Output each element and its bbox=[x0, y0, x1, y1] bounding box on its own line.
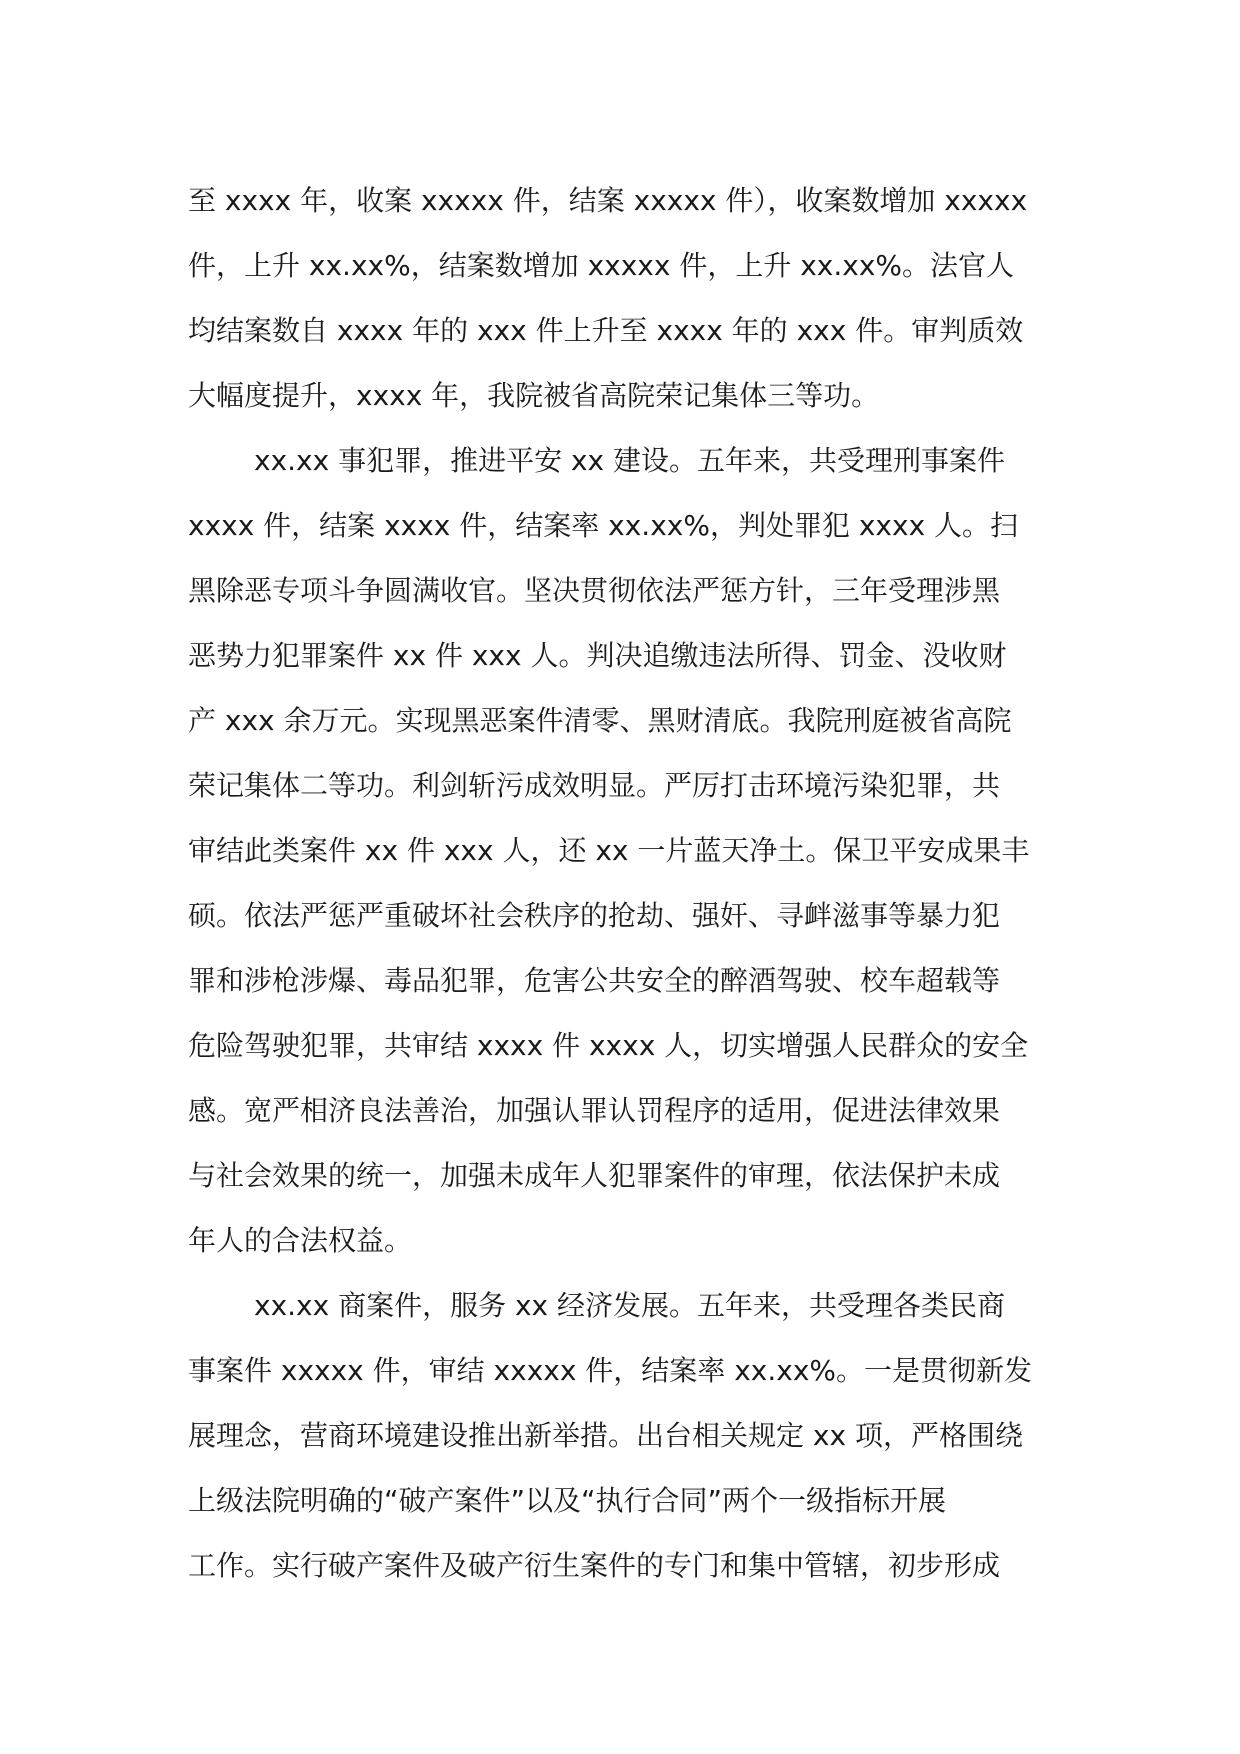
paragraph-2-line-2: xxxx 件，结案 xxxx 件，结案率 xx.xx%，判处罪犯 xxxx 人。扫 bbox=[188, 509, 1019, 542]
paragraph-2-line-13: 年人的合法权益。 bbox=[188, 1224, 413, 1257]
paragraph-1-line-2: 件，上升 xx.xx%，结案数增加 xxxxx 件，上升 xx.xx%。法官人 bbox=[188, 249, 1015, 282]
paragraph-3-line-5: 工作。实行破产案件及破产衍生案件的专门和集中管辖，初步形成 bbox=[188, 1549, 1001, 1582]
paragraph-2-line-1: xx.xx 事犯罪，推进平安 xx 建设。五年来，共受理刑事案件 bbox=[254, 444, 1006, 477]
paragraph-2-line-5: 产 xxx 余万元。实现黑恶案件清零、黑财清底。我院刑庭被省高院 bbox=[188, 704, 1012, 737]
paragraph-2-line-4: 恶势力犯罪案件 xx 件 xxx 人。判决追缴违法所得、罚金、没收财 bbox=[188, 639, 1007, 672]
paragraph-2-line-10: 危险驾驶犯罪，共审结 xxxx 件 xxxx 人，切实增强人民群众的安全 bbox=[188, 1029, 1029, 1062]
paragraph-1-line-4: 大幅度提升，xxxx 年，我院被省高院荣记集体三等功。 bbox=[188, 379, 880, 412]
paragraph-2-line-9: 罪和涉枪涉爆、毒品犯罪，危害公共安全的醉酒驾驶、校车超载等 bbox=[188, 964, 1001, 997]
paragraph-3-line-1: xx.xx 商案件，服务 xx 经济发展。五年来，共受理各类民商 bbox=[254, 1289, 1006, 1322]
paragraph-3-line-3: 展理念，营商环境建设推出新举措。出台相关规定 xx 项，严格围绕 bbox=[188, 1419, 1023, 1452]
paragraph-3-line-4: 上级法院明确的“破产案件”以及“执行合同”两个一级指标开展 bbox=[188, 1484, 947, 1517]
paragraph-2-line-3: 黑除恶专项斗争圆满收官。坚决贯彻依法严惩方针，三年受理涉黑 bbox=[188, 574, 1001, 607]
paragraph-1-line-1: 至 xxxx 年，收案 xxxxx 件，结案 xxxxx 件），收案数增加 xxxxx bbox=[188, 184, 1028, 217]
paragraph-1-line-3: 均结案数自 xxxx 年的 xxx 件上升至 xxxx 年的 xxx 件。审判质效 bbox=[188, 314, 1024, 347]
paragraph-2-line-11: 感。宽严相济良法善治，加强认罪认罚程序的适用，促进法律效果 bbox=[188, 1094, 1001, 1127]
paragraph-3-line-2: 事案件 xxxxx 件，审结 xxxxx 件，结案率 xx.xx%。一是贯彻新发 bbox=[188, 1354, 1032, 1387]
paragraph-2-line-8: 硕。依法严惩严重破坏社会秩序的抢劫、强奸、寻衅滋事等暴力犯 bbox=[188, 899, 1001, 932]
paragraph-2-line-7: 审结此类案件 xx 件 xxx 人，还 xx 一片蓝天净土。保卫平安成果丰 bbox=[188, 834, 1030, 867]
document-body bbox=[188, 168, 1058, 1598]
paragraph-2-line-12: 与社会效果的统一，加强未成年人犯罪案件的审理，依法保护未成 bbox=[188, 1159, 1001, 1192]
paragraph-2-line-6: 荣记集体二等功。利剑斩污成效明显。严厉打击环境污染犯罪，共 bbox=[188, 769, 1001, 802]
